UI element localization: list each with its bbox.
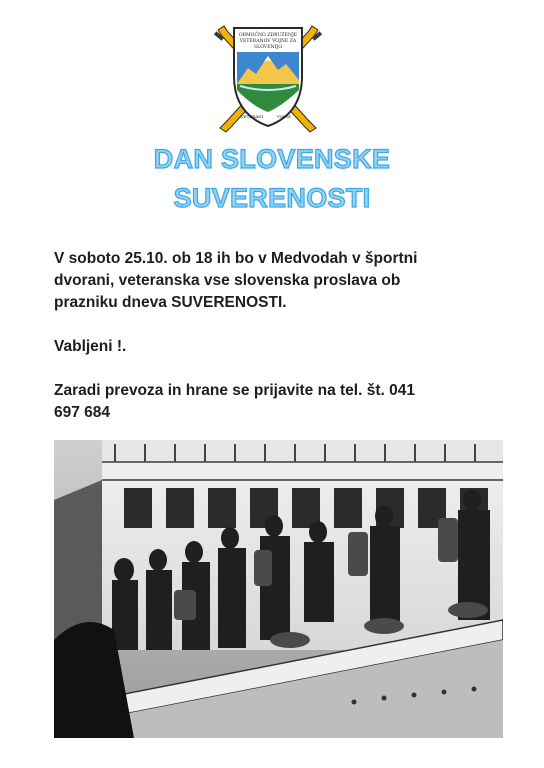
title-line-1: DAN SLOVENSKE: [153, 144, 391, 174]
title-line-2: SUVERENOSTI: [173, 183, 371, 213]
announcement-text: [54, 248, 494, 424]
paragraph-3-line-2: 697 684: [54, 404, 111, 421]
veterans-emblem-icon: [212, 22, 324, 134]
svg-text:VETERANI: VETERANI: [240, 114, 264, 119]
svg-text:VETERANOV VOJNE ZA: VETERANOV VOJNE ZA: [239, 39, 297, 44]
svg-text:VOJNE: VOJNE: [276, 114, 292, 119]
photo-image: [54, 440, 503, 738]
paragraph-1-line-2: dvorani, veteranska vse slovenska proslava ob: [54, 272, 401, 289]
paragraph-3-line-1: Zaradi prevoza in hrane se prijavite na tel. št. 041: [54, 382, 415, 399]
svg-text:SLOVENIJO: SLOVENIJO: [254, 45, 282, 50]
page-title: [0, 140, 544, 218]
paragraph-1-line-3: prazniku dneva SUVERENOSTI.: [54, 294, 287, 311]
shield-emblem-icon: [212, 22, 324, 134]
paragraph-1-line-1: V soboto 25.10. ob 18 ih bo v Medvodah v športni: [54, 250, 418, 267]
svg-text:OBMOČNO ZDRUŽENJE: OBMOČNO ZDRUŽENJE: [238, 33, 298, 38]
soldiers-boarding-ship-photo: [54, 440, 503, 738]
paragraph-2: Vabljeni !.: [54, 338, 127, 355]
